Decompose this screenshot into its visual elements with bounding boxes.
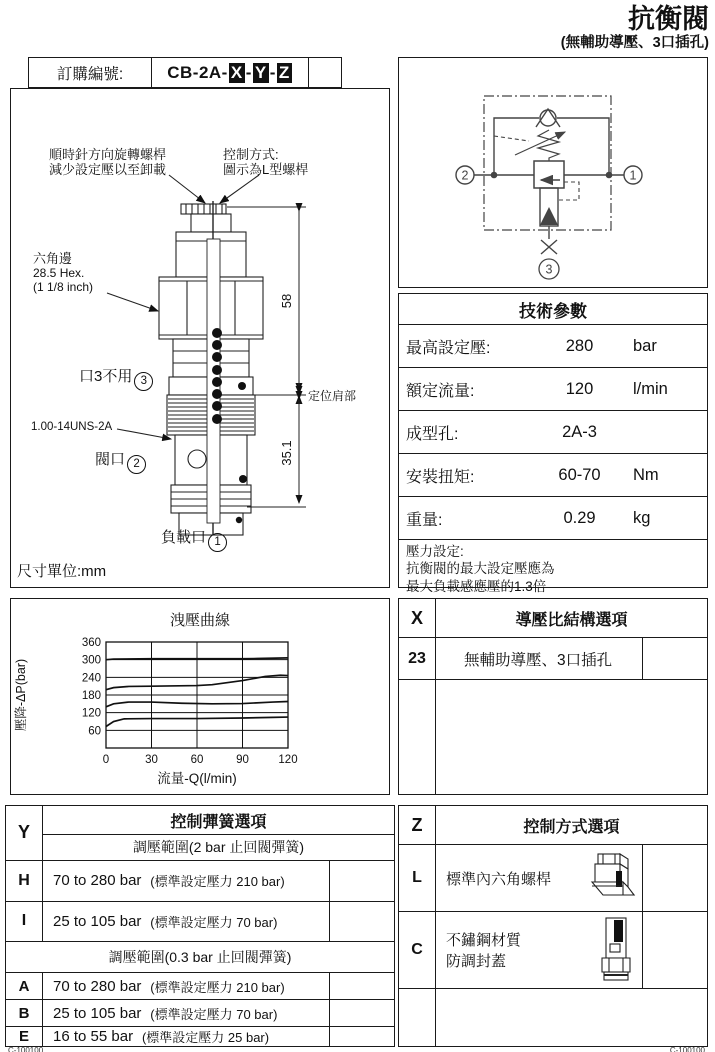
y-option-standard: (標準設定壓力 70 bar) bbox=[150, 1006, 278, 1022]
y-table-header-row bbox=[6, 806, 394, 860]
z-option-code: L bbox=[399, 845, 436, 911]
y-option-description bbox=[43, 1000, 329, 1026]
parameter-value: 0.29 bbox=[563, 508, 596, 527]
hydraulic-schematic-panel bbox=[398, 57, 708, 288]
z-option-description-cell bbox=[436, 912, 642, 988]
z-option-empty-cell bbox=[642, 912, 707, 988]
port2-label-text: 閥口 bbox=[95, 451, 126, 468]
x-table-empty-code-cell bbox=[399, 680, 436, 794]
z-table-title: 控制方式選項 bbox=[523, 818, 620, 836]
order-code-prefix: CB-2A- bbox=[167, 62, 228, 82]
parameter-label: 安裝扭矩: bbox=[406, 468, 475, 486]
y-option-empty-cell bbox=[329, 973, 394, 999]
z-table-empty-cell bbox=[436, 989, 707, 1046]
z-option-description-line1: 標準內六角螺桿 bbox=[446, 870, 552, 888]
parameter-row bbox=[399, 411, 707, 454]
port3-label-text: 口3不用 bbox=[79, 368, 133, 385]
hex-size-line1: 六角邊 bbox=[33, 251, 73, 266]
parameter-unit: l/min bbox=[633, 379, 668, 398]
y-table-row bbox=[6, 972, 394, 999]
port2-label bbox=[95, 451, 146, 474]
parameter-value: 120 bbox=[565, 379, 594, 398]
valve-drawing-panel bbox=[10, 88, 390, 588]
footer-code-right: C-100100 bbox=[669, 1046, 705, 1052]
y-option-empty-cell bbox=[329, 1027, 394, 1046]
parameter-row bbox=[399, 454, 707, 497]
z-table-key: Z bbox=[399, 806, 436, 844]
y-table-row bbox=[6, 1026, 394, 1046]
z-table-empty-row bbox=[399, 988, 707, 1046]
note-control-type-line2: 圖示為L型螺桿 bbox=[223, 162, 309, 178]
parameters-title: 技術參數 bbox=[399, 294, 707, 325]
x-table-title: 導壓比結構選項 bbox=[515, 611, 628, 629]
hydraulic-schematic-diagram bbox=[399, 58, 706, 286]
port2-circled-number: 2 bbox=[127, 455, 146, 474]
order-number-box bbox=[28, 57, 342, 88]
parameter-unit: bar bbox=[633, 336, 657, 355]
parameter-label: 額定流量: bbox=[406, 382, 475, 400]
port1-label bbox=[161, 529, 227, 552]
svg-text:壓降-ΔP(bar): 壓降-ΔP(bar) bbox=[14, 658, 28, 732]
port3-label bbox=[79, 368, 153, 391]
svg-text:60: 60 bbox=[88, 725, 101, 738]
parameter-value: 2A-3 bbox=[562, 422, 597, 441]
y-table-header-right bbox=[43, 806, 394, 860]
x-table-row bbox=[399, 637, 707, 679]
svg-text:180: 180 bbox=[81, 690, 101, 702]
note-control-type bbox=[223, 147, 308, 178]
order-code-z: Z bbox=[278, 62, 290, 82]
y-option-code: B bbox=[6, 1000, 43, 1026]
relief-curve-panel bbox=[10, 598, 390, 795]
parameter-unit: kg bbox=[633, 508, 651, 527]
z-option-description bbox=[446, 868, 551, 889]
parameter-row bbox=[399, 497, 707, 540]
parameter-label: 成型孔: bbox=[406, 425, 459, 443]
y-table-title: 控制彈簧選項 bbox=[43, 806, 394, 835]
svg-text:120: 120 bbox=[278, 754, 298, 766]
z-table-header-row bbox=[399, 806, 707, 844]
technical-parameters-panel bbox=[398, 293, 708, 594]
note-turn-screw-line2: 減少設定壓以至卸載 bbox=[49, 162, 167, 178]
parameter-label: 重量: bbox=[406, 511, 443, 529]
y-option-empty-cell bbox=[329, 902, 394, 942]
y-option-standard: (標準設定壓力 210 bar) bbox=[150, 979, 285, 995]
pilot-ratio-option-table bbox=[398, 598, 708, 795]
order-number-empty-cell bbox=[308, 58, 341, 87]
x-table-key: X bbox=[399, 599, 436, 637]
x-option-code: 23 bbox=[399, 638, 436, 679]
dimension-units-label: 尺寸單位:mm bbox=[17, 563, 107, 580]
y-table-row bbox=[6, 860, 394, 901]
svg-text:0: 0 bbox=[102, 754, 110, 766]
z-table-empty-code-cell bbox=[399, 989, 436, 1046]
pressure-setting-note-line1: 壓力設定: bbox=[406, 544, 464, 559]
order-code-sep2: - bbox=[269, 62, 276, 82]
y-table-key: Y bbox=[6, 806, 43, 860]
y-option-code: H bbox=[6, 861, 43, 901]
thread-spec-label: 1.00-14UNS-2A bbox=[31, 421, 113, 433]
hex-screw-icon bbox=[590, 851, 636, 905]
x-table-empty-row bbox=[399, 679, 707, 794]
dim-35-label: 35.1 bbox=[279, 440, 294, 466]
y-option-empty-cell bbox=[329, 861, 394, 901]
z-table-row bbox=[399, 911, 707, 988]
dim-58-label: 58 bbox=[279, 293, 294, 309]
svg-text:60: 60 bbox=[190, 754, 204, 766]
z-option-empty-cell bbox=[642, 845, 707, 911]
svg-text:300: 300 bbox=[81, 654, 101, 667]
control-type-option-table bbox=[398, 805, 708, 1047]
y-table-row bbox=[6, 901, 394, 942]
z-option-description-line2: 防調封蓋 bbox=[446, 953, 507, 970]
parameter-value: 60-70 bbox=[558, 465, 601, 484]
svg-text:流量-Q(l/min): 流量-Q(l/min) bbox=[157, 771, 237, 786]
note-control-type-line1: 控制方式: bbox=[223, 147, 279, 162]
schematic-port2-number: 2 bbox=[461, 168, 469, 183]
svg-text:360: 360 bbox=[81, 637, 101, 649]
y-option-code: E bbox=[6, 1027, 43, 1046]
y-option-standard: (標準設定壓力 25 bar) bbox=[141, 1029, 270, 1045]
svg-text:240: 240 bbox=[81, 672, 101, 685]
parameter-row bbox=[399, 325, 707, 368]
order-code-x: X bbox=[230, 62, 243, 82]
x-table-header-row bbox=[399, 599, 707, 637]
y-option-description bbox=[43, 902, 329, 942]
relief-curve-chart bbox=[11, 626, 388, 793]
y-table-group1-header: 調壓範圍(2 bar 止回閥彈簧) bbox=[132, 839, 305, 856]
y-option-range: 25 to 105 bar bbox=[53, 912, 142, 930]
note-turn-screw bbox=[49, 147, 166, 178]
parameter-row bbox=[399, 368, 707, 411]
order-number-label: 訂購編號: bbox=[29, 58, 152, 87]
chart-title: 洩壓曲線 bbox=[169, 612, 230, 629]
x-option-empty-cell bbox=[642, 638, 707, 679]
pressure-setting-note-line2: 抗衡閥的最大設定壓應為 bbox=[406, 561, 555, 577]
port1-label-text: 負載口 bbox=[161, 529, 207, 546]
parameter-unit: Nm bbox=[633, 465, 659, 484]
svg-text:90: 90 bbox=[236, 754, 249, 766]
x-option-description: 無輔助導壓、3口插孔 bbox=[464, 651, 613, 669]
tamper-cap-icon bbox=[596, 916, 636, 984]
pressure-setting-note-line3: 最大負載感應壓的1.3倍 bbox=[406, 578, 547, 594]
page-title: 抗衡閥 bbox=[628, 4, 709, 34]
y-option-standard: (標準設定壓力 70 bar) bbox=[150, 914, 278, 930]
y-table-row bbox=[6, 999, 394, 1026]
note-turn-screw-line1: 順時針方向旋轉螺桿 bbox=[49, 147, 167, 162]
order-code-y: Y bbox=[254, 62, 267, 82]
y-option-code: A bbox=[6, 973, 43, 999]
z-option-description-line1: 不鏽鋼材質 bbox=[446, 932, 522, 949]
page-header bbox=[561, 5, 709, 52]
order-number-code bbox=[152, 58, 308, 87]
hex-size-label bbox=[33, 251, 93, 295]
z-option-code: C bbox=[399, 912, 436, 988]
y-option-standard: (標準設定壓力 210 bar) bbox=[150, 874, 285, 890]
y-option-range: 25 to 105 bar bbox=[53, 1004, 142, 1022]
hex-size-line3: (1 1/8 inch) bbox=[33, 280, 94, 295]
page-subtitle: (無輔助導壓、3口插孔) bbox=[560, 34, 709, 51]
pressure-setting-note bbox=[399, 540, 707, 598]
y-option-description bbox=[43, 973, 329, 999]
hex-size-line2: 28.5 Hex. bbox=[33, 266, 85, 281]
locating-shoulder-label: 定位肩部 bbox=[308, 389, 357, 403]
z-option-description-cell bbox=[436, 845, 642, 911]
y-option-description bbox=[43, 1027, 329, 1046]
x-table-empty-cell bbox=[436, 680, 707, 794]
svg-text:30: 30 bbox=[145, 754, 158, 766]
y-option-range: 70 to 280 bar bbox=[53, 872, 142, 890]
order-code-sep1: - bbox=[245, 62, 252, 82]
y-option-range: 16 to 55 bar bbox=[53, 1027, 134, 1045]
port1-circled-number: 1 bbox=[208, 533, 227, 552]
schematic-port3-number: 3 bbox=[545, 262, 553, 277]
svg-text:120: 120 bbox=[81, 707, 101, 720]
z-table-row bbox=[399, 844, 707, 911]
y-option-code: I bbox=[6, 902, 43, 942]
footer-code-left: C-100100 bbox=[8, 1046, 44, 1052]
y-option-range: 70 to 280 bar bbox=[53, 977, 142, 995]
parameter-label: 最高設定壓: bbox=[406, 339, 491, 357]
control-spring-option-table bbox=[5, 805, 395, 1047]
y-option-empty-cell bbox=[329, 1000, 394, 1026]
schematic-port1-number: 1 bbox=[629, 168, 637, 183]
parameter-value: 280 bbox=[565, 336, 594, 355]
y-table-group2-header: 調壓範圍(0.3 bar 止回閥彈簧) bbox=[6, 941, 394, 972]
z-option-description bbox=[446, 929, 521, 971]
y-option-description bbox=[43, 861, 329, 901]
port3-circled-number: 3 bbox=[134, 372, 153, 391]
